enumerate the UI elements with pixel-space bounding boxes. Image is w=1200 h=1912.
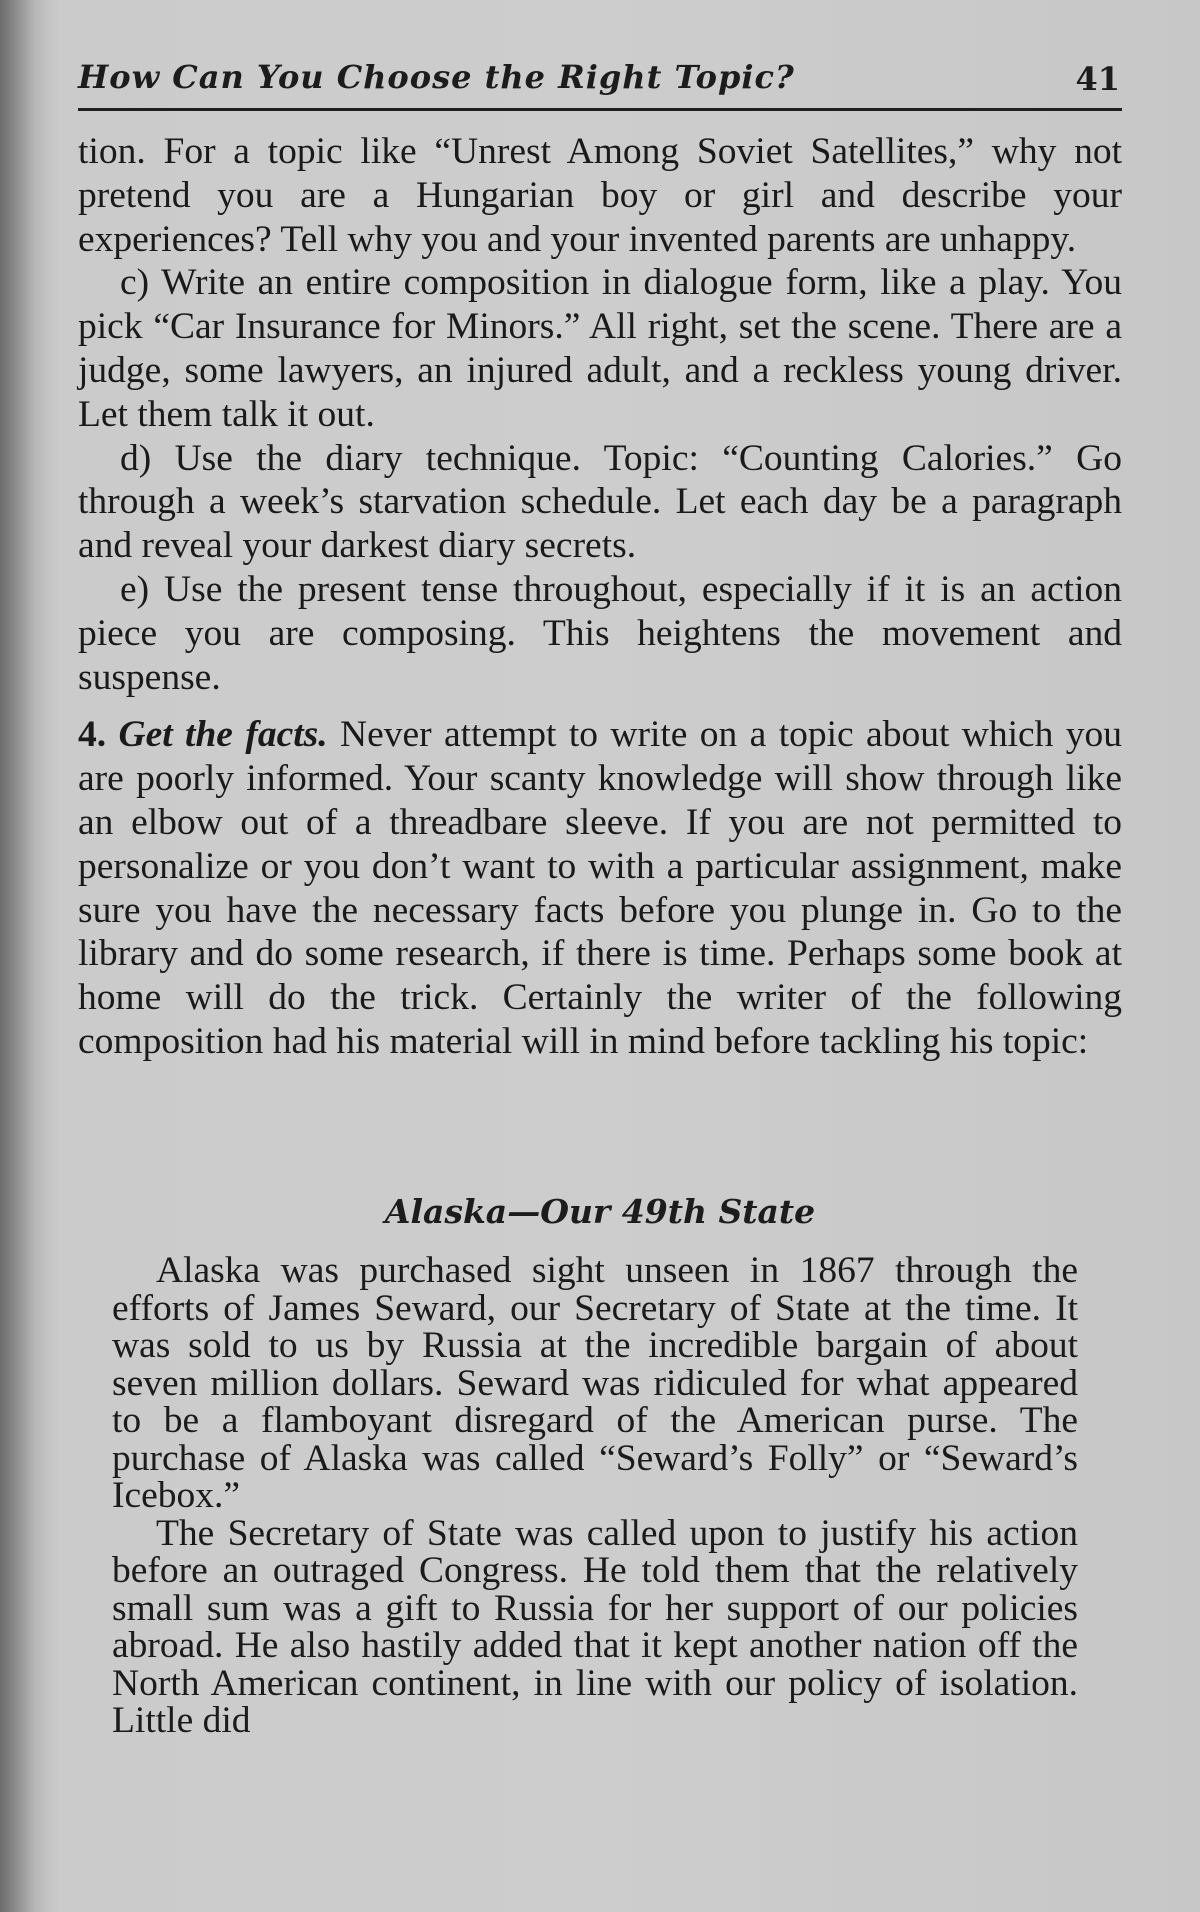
composition-paragraph-1: Alaska was purchased sight unseen in 1867 through the efforts of James Seward, our Secretary of State at the time. It was sold to us by Russia at the incredible bargain of about seven million dollars. Seward was ridiculed for what appeared to be a flamboyant disregard of the American purse. The purchase of Alaska was called “Seward’s Folly” or “Seward’s Icebox.” bbox=[112, 1250, 1078, 1516]
section-title: Get the facts. bbox=[118, 714, 328, 756]
paragraph-continuation: tion. For a topic like “Unrest Among Soviet Satellites,” why not pretend you are a Hungarian boy or girl and describe your experiences? Tell why you and your invented parents are unhappy. bbox=[78, 131, 1122, 260]
sample-composition bbox=[112, 1252, 1078, 1740]
spine-shadow bbox=[0, 0, 50, 1912]
running-head: How Can You Choose the Right Topic? bbox=[78, 58, 795, 96]
body-text bbox=[78, 130, 1122, 1064]
paragraph-item-c: c) Write an entire composition in dialogue form, like a play. You pick “Car Insurance for Minors.” All right, set the scene. There are a judge, some lawyers, an injured adult, and a reckless young driver. Let them talk it out. bbox=[78, 262, 1122, 435]
section-text: Never attempt to write on a topic about which you are poorly informed. Your scanty knowledge will show through like an elbow out of a threadbare sleeve. If you are not permitted to personalize or you don’t want to with a particular assignment, make sure you have the necessary facts before you plunge in. Go to the library and do some research, if there is time. Perhaps some book at home will do the trick. Certainly the writer of the following composition had his material will in mind before tackling his topic: bbox=[78, 714, 1123, 1062]
section-4-paragraph bbox=[78, 713, 1122, 1063]
section-number: 4. bbox=[78, 714, 107, 756]
composition-paragraph-2: The Secretary of State was called upon to justify his action before an outraged Congress. He told them that the relatively small sum was a gift to Russia for her support of our policies abroad. He also hastily added that it kept another nation off the North American continent, in line with our policy of isolation. Little did bbox=[112, 1512, 1078, 1741]
page-number: 41 bbox=[1075, 60, 1120, 98]
page-header bbox=[78, 56, 1122, 111]
composition-title: Alaska—Our 49th State bbox=[384, 1192, 816, 1231]
paragraph-item-d: d) Use the diary technique. Topic: “Counting Calories.” Go through a week’s starvation schedule. Let each day be a paragraph and reveal your darkest diary secrets. bbox=[78, 437, 1122, 567]
paragraph-item-e: e) Use the present tense throughout, especially if it is an action piece you are composing. This heightens the movement and suspense. bbox=[78, 568, 1122, 698]
